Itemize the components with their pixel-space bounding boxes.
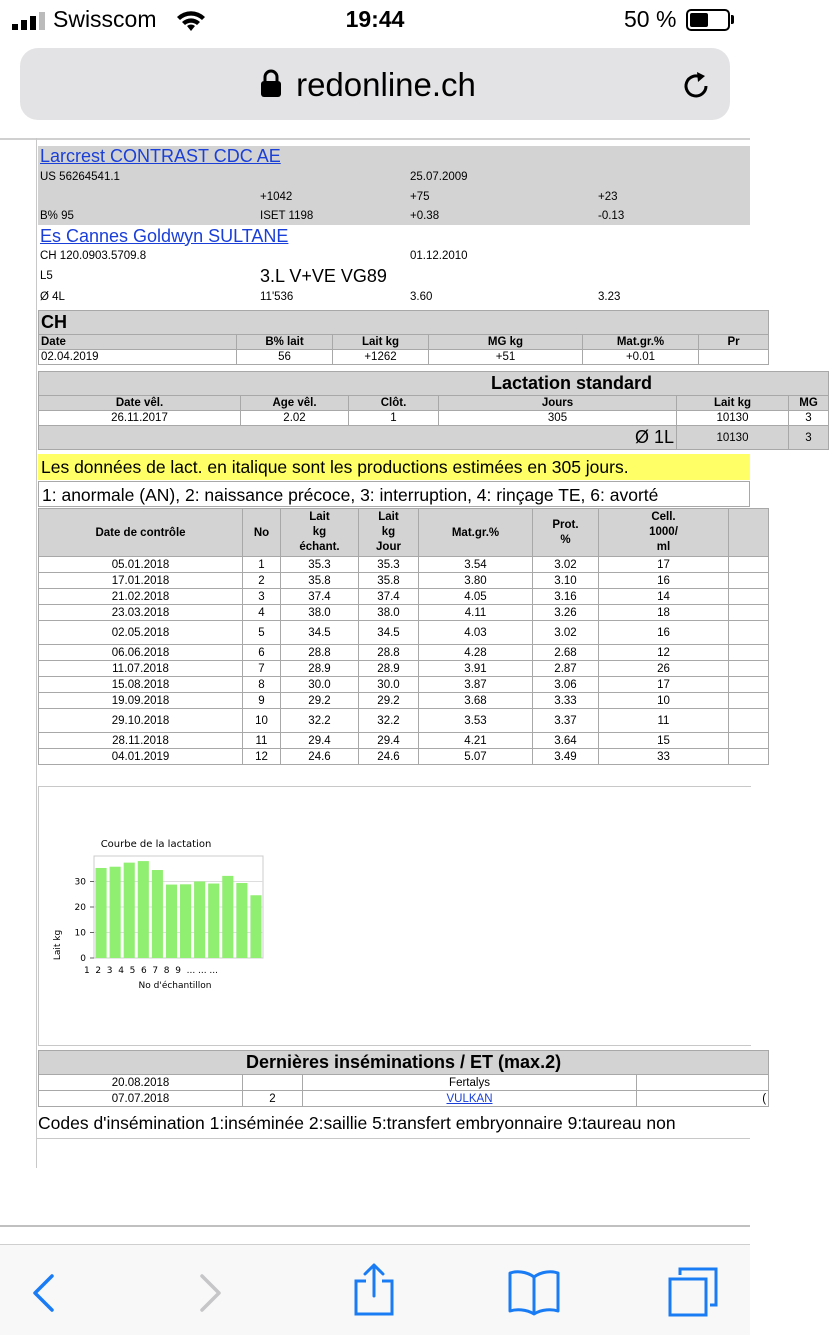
chart-x-tick: ...	[186, 966, 196, 976]
control-lait-jour: 35.8	[359, 573, 419, 589]
chart-bar	[138, 861, 149, 958]
ctl-h-lait-ech-1: Lait	[309, 511, 330, 523]
chart-bar	[124, 863, 135, 958]
insem-extra-1	[637, 1075, 769, 1091]
chart-bar	[222, 876, 233, 958]
sire-date: 25.07.2009	[410, 171, 468, 183]
ctl-h-prot-2: %	[560, 533, 571, 546]
control-row	[39, 661, 769, 677]
control-prot: 3.64	[533, 733, 599, 749]
control-lait-jour: 37.4	[359, 589, 419, 605]
control-cell: 16	[599, 573, 729, 589]
ch-milk: +1262	[333, 350, 429, 365]
dam-classification: 3.L V+VE VG89	[260, 265, 387, 286]
chart-y-label: Lait kg	[53, 929, 63, 961]
sire-iset: ISET 1198	[260, 210, 314, 222]
ctl-h-lait-jour-3: Jour	[376, 541, 401, 553]
control-cell: 33	[599, 749, 729, 765]
ctl-h-prot-1: Prot.	[552, 518, 579, 531]
lact-clot: 1	[349, 411, 439, 426]
chart-x-tick: 6	[141, 966, 147, 976]
chart-x-tick: 7	[152, 966, 159, 976]
forward-icon[interactable]	[198, 1273, 224, 1313]
chart-bar	[194, 882, 205, 959]
control-prot: 3.02	[533, 557, 599, 573]
chart-bar	[180, 884, 191, 958]
control-mat: 4.28	[419, 645, 533, 661]
ch-h-mat: Mat.gr.%	[583, 335, 699, 350]
chart-x-tick: 5	[129, 966, 136, 976]
control-mat: 4.05	[419, 589, 533, 605]
lactation-title: Lactation standard	[39, 372, 829, 396]
share-icon[interactable]	[352, 1263, 396, 1317]
insem-code-1	[243, 1075, 303, 1091]
chart-y-tick: 30	[74, 877, 86, 888]
battery-icon	[686, 9, 730, 31]
chart-bar	[208, 884, 219, 958]
control-row	[39, 621, 769, 645]
control-lait-ech: 37.4	[281, 589, 359, 605]
control-row	[39, 573, 769, 589]
control-mat: 3.80	[419, 573, 533, 589]
control-mat: 3.91	[419, 661, 533, 677]
ch-pr	[699, 350, 769, 365]
lact-days: 305	[439, 411, 677, 426]
control-mat: 3.54	[419, 557, 533, 573]
control-mat: 3.53	[419, 709, 533, 733]
control-no: 5	[243, 621, 281, 645]
control-date: 23.03.2018	[39, 605, 243, 621]
control-lait-jour: 28.9	[359, 661, 419, 677]
control-date: 17.01.2018	[39, 573, 243, 589]
chart-x-tick: ...	[198, 966, 207, 976]
control-mat: 4.21	[419, 733, 533, 749]
lact-avg-mg: 3	[789, 426, 829, 450]
control-cell: 10	[599, 693, 729, 709]
lact-age: 2.02	[241, 411, 349, 426]
control-lait-ech: 35.8	[281, 573, 359, 589]
control-row	[39, 709, 769, 733]
dam-link[interactable]: Es Cannes Goldwyn SULTANE	[40, 225, 289, 246]
chart-x-tick: 9	[175, 966, 181, 976]
ctl-h-cell-3: ml	[656, 541, 671, 553]
control-date: 21.02.2018	[39, 589, 243, 605]
control-no: 12	[243, 749, 281, 765]
control-lait-jour: 28.8	[359, 645, 419, 661]
carrier-name: Swisscom	[53, 6, 157, 32]
insem-date-2: 07.07.2018	[39, 1091, 243, 1107]
control-prot: 3.06	[533, 677, 599, 693]
lactation-chart-panel	[38, 786, 751, 1046]
control-lait-ech: 38.0	[281, 605, 359, 621]
chart-y-tick: 0	[80, 954, 86, 964]
dam-avg: Ø 4L	[40, 291, 65, 303]
control-row	[39, 605, 769, 621]
control-row	[39, 557, 769, 573]
control-row	[39, 589, 769, 605]
ch-h-bpct: B% lait	[237, 335, 333, 350]
control-cell: 18	[599, 605, 729, 621]
control-date: 11.07.2018	[39, 661, 243, 677]
chart-x-tick: ...	[209, 966, 218, 976]
sire-val-b2: +0.38	[410, 210, 440, 222]
chart-x-label: No d'échantillon	[138, 981, 212, 991]
control-cell: 16	[599, 621, 729, 645]
control-date: 05.01.2018	[39, 557, 243, 573]
page-content	[0, 138, 818, 1226]
lact-mg: 3	[789, 411, 829, 426]
control-prot: 3.10	[533, 573, 599, 589]
control-no: 10	[243, 709, 281, 733]
control-cell: 26	[599, 661, 729, 677]
chart-x-tick: 4	[118, 966, 124, 976]
url-domain: redonline.ch	[296, 66, 476, 103]
sire-val-a: +1042	[260, 191, 293, 203]
chart-x-tick: 1	[84, 966, 90, 976]
tabs-icon[interactable]	[666, 1265, 720, 1319]
ctl-h-lait-ech-3: échant.	[299, 541, 340, 553]
control-lait-ech: 32.2	[281, 709, 359, 733]
control-lait-jour: 32.2	[359, 709, 419, 733]
control-date: 19.09.2018	[39, 693, 243, 709]
lact-h-days: Jours	[439, 396, 677, 411]
sire-id: US 56264541.1	[40, 171, 120, 183]
status-bar	[0, 0, 750, 40]
control-row	[39, 677, 769, 693]
chart-bar	[166, 885, 177, 958]
control-no: 1	[243, 557, 281, 573]
control-mat: 4.11	[419, 605, 533, 621]
sire-bpct: B% 95	[40, 210, 74, 222]
control-mat: 3.68	[419, 693, 533, 709]
ch-title: CH	[39, 311, 769, 335]
lact-avg-milk: 10130	[677, 426, 789, 450]
ctl-h-lait-jour-1: Lait	[378, 511, 399, 523]
ch-h-mg: MG kg	[429, 335, 583, 350]
control-lait-ech: 28.9	[281, 661, 359, 677]
inseminations-table	[38, 1050, 769, 1107]
lact-milk: 10130	[677, 411, 789, 426]
control-prot: 2.68	[533, 645, 599, 661]
back-icon[interactable]	[30, 1273, 56, 1313]
control-no: 8	[243, 677, 281, 693]
lact-h-mg: MG	[789, 396, 829, 411]
control-no: 11	[243, 733, 281, 749]
dam-prot: 3.23	[598, 291, 621, 303]
insem-bull-link-2[interactable]: VULKAN	[446, 1092, 493, 1105]
control-cell: 17	[599, 677, 729, 693]
controls-table	[38, 508, 769, 765]
control-cell: 17	[599, 557, 729, 573]
control-date: 04.01.2019	[39, 749, 243, 765]
control-row	[39, 645, 769, 661]
control-date: 15.08.2018	[39, 677, 243, 693]
ch-h-pr: Pr	[699, 335, 769, 350]
control-lait-ech: 29.4	[281, 733, 359, 749]
ch-mat: +0.01	[583, 350, 699, 365]
dam-milk: 11'536	[260, 291, 294, 303]
chart-y-tick: 20	[74, 903, 86, 913]
control-lait-jour: 30.0	[359, 677, 419, 693]
dam-lactation: L5	[40, 270, 53, 282]
control-prot: 2.87	[533, 661, 599, 677]
control-row	[39, 749, 769, 765]
control-prot: 3.02	[533, 621, 599, 645]
insem-title: Dernières inséminations / ET (max.2)	[39, 1051, 769, 1075]
control-no: 4	[243, 605, 281, 621]
reload-icon[interactable]	[680, 70, 712, 102]
lact-date: 26.11.2017	[39, 411, 241, 426]
control-row	[39, 693, 769, 709]
insem-bull-1: Fertalys	[303, 1075, 637, 1091]
control-prot: 3.26	[533, 605, 599, 621]
chart-bar	[250, 895, 261, 958]
address-bar[interactable]	[20, 48, 730, 120]
ch-table	[38, 310, 769, 365]
ctl-h-lait-jour-2: kg	[381, 526, 396, 538]
ch-h-milk: Lait kg	[333, 335, 429, 350]
control-lait-ech: 29.2	[281, 693, 359, 709]
insem-extra-2: (	[637, 1091, 769, 1107]
bookmarks-icon[interactable]	[506, 1267, 562, 1317]
sire-val-c2: -0.13	[598, 210, 625, 222]
control-lait-jour: 35.3	[359, 557, 419, 573]
insem-date-1: 20.08.2018	[39, 1075, 243, 1091]
insem-codes-note: Codes d'insémination 1:inséminée 2:saillie 5:transfert embryonnaire 9:taureau non	[38, 1113, 676, 1133]
lactation-table	[38, 371, 829, 450]
chart-bar	[152, 870, 163, 958]
chart-x-tick: 2	[95, 966, 102, 976]
chart-y-tick: 10	[74, 928, 86, 939]
control-mat: 3.87	[419, 677, 533, 693]
control-date: 02.05.2018	[39, 621, 243, 645]
ch-bpct: 56	[237, 350, 333, 365]
control-mat: 5.07	[419, 749, 533, 765]
dam-fat: 3.60	[410, 291, 433, 303]
control-date: 29.10.2018	[39, 709, 243, 733]
control-lait-jour: 24.6	[359, 749, 419, 765]
ch-mg: +51	[429, 350, 583, 365]
ctl-h-lait-ech-2: kg	[312, 526, 327, 538]
control-lait-jour: 38.0	[359, 605, 419, 621]
lact-h-milk: Lait kg	[677, 396, 789, 411]
ctl-h-mat: Mat.gr.%	[419, 509, 533, 557]
sire-link[interactable]: Larcrest CONTRAST CDC AE	[40, 146, 281, 166]
chart-bar	[236, 883, 247, 958]
control-lait-ech: 35.3	[281, 557, 359, 573]
control-date: 28.11.2018	[39, 733, 243, 749]
control-no: 9	[243, 693, 281, 709]
control-no: 6	[243, 645, 281, 661]
ch-h-date: Date	[39, 335, 237, 350]
battery-percent: 50 %	[624, 6, 677, 32]
ctl-h-cell-1: Cell.	[651, 511, 676, 523]
control-no: 7	[243, 661, 281, 677]
pedigree-table	[38, 146, 750, 307]
control-date: 06.06.2018	[39, 645, 243, 661]
control-lait-jour: 29.4	[359, 733, 419, 749]
control-no: 2	[243, 573, 281, 589]
control-lait-jour: 29.2	[359, 693, 419, 709]
ctl-h-no: No	[243, 509, 281, 557]
control-lait-ech: 24.6	[281, 749, 359, 765]
ctl-h-date: Date de contrôle	[39, 509, 243, 557]
control-cell: 11	[599, 709, 729, 733]
control-cell: 15	[599, 733, 729, 749]
lact-h-date: Date vêl.	[39, 396, 241, 411]
control-lait-jour: 34.5	[359, 621, 419, 645]
codes-note: 1: anormale (AN), 2: naissance précoce, 3: interruption, 4: rinçage TE, 6: avorté	[38, 481, 750, 507]
browser-toolbar	[0, 1244, 750, 1335]
chart-bar	[96, 868, 107, 958]
control-lait-ech: 30.0	[281, 677, 359, 693]
lactation-chart	[39, 827, 279, 1057]
control-lait-ech: 34.5	[281, 621, 359, 645]
insem-code-2: 2	[243, 1091, 303, 1107]
chart-title: Courbe de la lactation	[100, 839, 212, 850]
chart-bar	[110, 867, 121, 958]
chart-x-tick: 3	[106, 966, 113, 976]
control-mat: 4.03	[419, 621, 533, 645]
control-prot: 3.49	[533, 749, 599, 765]
control-cell: 12	[599, 645, 729, 661]
control-cell: 14	[599, 589, 729, 605]
lact-h-clot: Clôt.	[349, 396, 439, 411]
control-no: 3	[243, 589, 281, 605]
ctl-h-cell-2: 1000/	[649, 526, 678, 538]
sire-val-b: +75	[410, 191, 430, 203]
dam-id: CH 120.0903.5709.8	[40, 250, 147, 262]
estimated-note: Les données de lact. en italique sont les productions estimées en 305 jours.	[38, 454, 750, 480]
control-row	[39, 733, 769, 749]
lact-h-age: Age vêl.	[241, 396, 349, 411]
chart-x-tick: 8	[163, 966, 170, 976]
control-prot: 3.16	[533, 589, 599, 605]
control-prot: 3.37	[533, 709, 599, 733]
battery-tip	[731, 15, 734, 24]
lact-avg-label: Ø 1L	[39, 426, 677, 450]
ch-date: 02.04.2019	[39, 350, 237, 365]
control-lait-ech: 28.8	[281, 645, 359, 661]
control-prot: 3.33	[533, 693, 599, 709]
sire-val-c: +23	[598, 191, 618, 203]
dam-date: 01.12.2010	[410, 250, 468, 262]
clock: 19:44	[345, 6, 405, 32]
